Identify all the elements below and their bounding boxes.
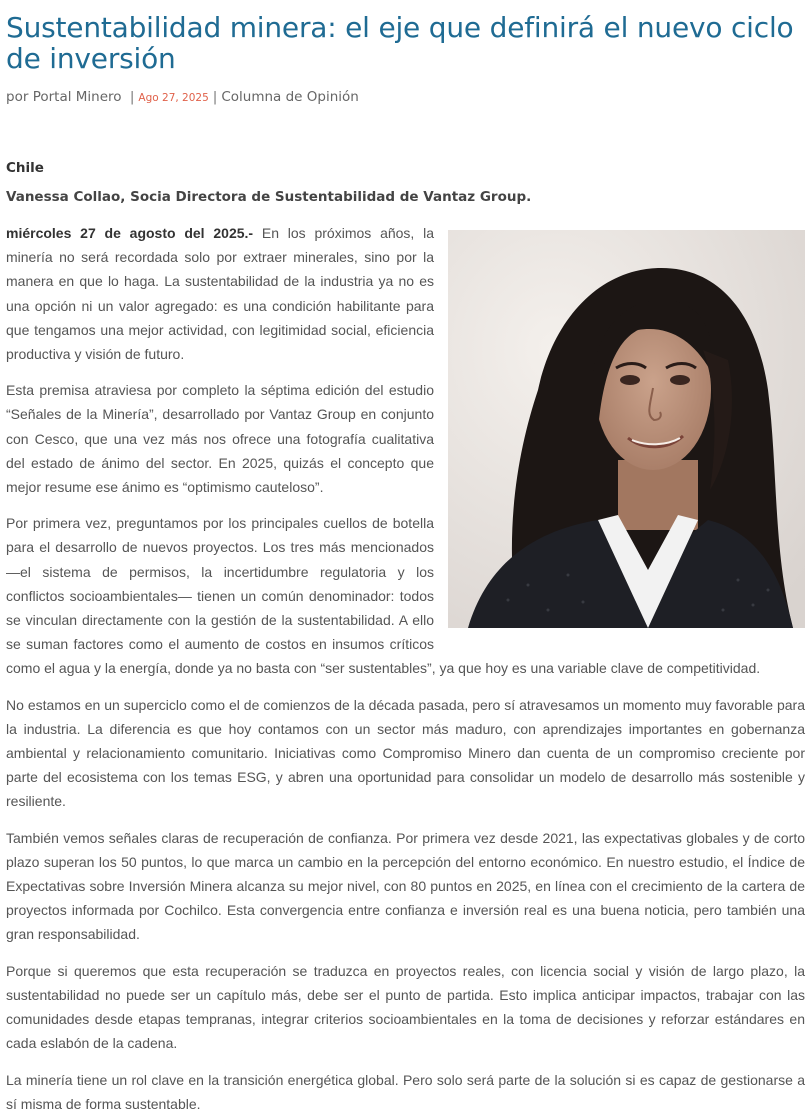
- article-body: [6, 221, 805, 1116]
- article-title: Sustentabilidad minera: el eje que definirá el nuevo ciclo de inversión: [6, 11, 794, 75]
- paragraph: La minería tiene un rol clave en la transición energética global. Pero solo será parte de la solución si es capaz de gestionarse a sí misma de forma sustentable.: [6, 1071, 805, 1112]
- paragraph: Esta premisa atraviesa por completo la séptima edición del estudio “Señales de la Minería”, desarrollado por Vantaz Group en conjunto con Cesco, que una vez más nos ofrece una fotografía cualitativa del estado de ánimo del sector. En 2025, quizás el concepto que mejor resume ese ánimo es “optimismo cauteloso”.: [6, 382, 434, 496]
- meta-separator: |: [129, 89, 135, 105]
- region-label: Chile: [6, 160, 44, 176]
- article-meta: [6, 87, 805, 107]
- paragraph: Por primera vez, preguntamos por los principales cuellos de botella para el desarrollo de nuevos proyectos. Los tres más mencionados —el sistema de permisos, la incertidumbre regulatoria y los conflictos socioambientales— tienen un común denominador: todos se vinculan directamente con la gestión de la sustentabilidad. A ello se suman factores como el aumento de costos en insumos críticos como el agua y la energía, donde ya no basta con “ser sustentables”, ya que hoy es una variable clave de competitividad.: [6, 515, 761, 677]
- publish-date: Ago 27, 2025: [138, 92, 209, 104]
- paragraph: No estamos en un superciclo como el de comienzos de la década pasada, pero sí atravesamos un momento muy favorable para la industria. La diferencia es que hoy contamos con un sector más maduro, con aprendizajes importantes en gobernanza ambiental y relacionamiento comunitario. Iniciativas como Compromiso Minero dan cuenta de un compromiso creciente por parte del ecosistema con los temas ESG, y abren una oportunidad para consolidar un modelo de desarrollo más sostenible y resiliente.: [6, 696, 805, 810]
- paragraph: Porque si queremos que esta recuperación se traduzca en proyectos reales, con licencia social y visión de largo plazo, la sustentabilidad no puede ser un capítulo más, debe ser el punto de partida. Esto implica anticipar impactos, trabajar con las comunidades desde etapas tempranas, integrar criterios socioambientales en la toma de decisiones y reforzar estándares en cada eslabón de la cadena.: [6, 962, 805, 1052]
- author-link[interactable]: Portal Minero: [32, 89, 122, 105]
- paragraph: También vemos señales claras de recuperación de confianza. Por primera vez desde 2021, las expectativas globales y de corto plazo superan los 50 puntos, lo que marca un cambio en la percepción del entorno económico. En nuestro estudio, el Índice de Expectativas sobre Inversión Minera alcanza su mejor nivel, con 80 puntos en 2025, en línea con el crecimiento de la cartera de proyectos informada por Cochilco. Esta convergencia entre confianza e inversión real es una buena noticia, pero también una gran responsabilidad.: [6, 829, 805, 943]
- portrait-illustration: [448, 230, 805, 628]
- meta-separator: |: [212, 89, 218, 105]
- author-prefix: por: [6, 89, 29, 105]
- paragraph-text: En los próximos años, la minería no será recordada solo por extraer minerales, sino por la manera en que lo haga. La sustentabilidad de la industria ya no es una opción ni un valor agregado: es una condición habilitante para que tengamos una mejor actividad, con legitimidad social, eficiencia productiva y visión de futuro.: [6, 225, 435, 363]
- category-link[interactable]: Columna de Opinión: [221, 89, 359, 105]
- paragraph-lead: miércoles 27 de agosto del 2025.-: [6, 225, 254, 241]
- author-byline: Vanessa Collao, Socia Directora de Sustentabilidad de Vantaz Group.: [6, 189, 532, 205]
- portrait-photo: [448, 230, 805, 628]
